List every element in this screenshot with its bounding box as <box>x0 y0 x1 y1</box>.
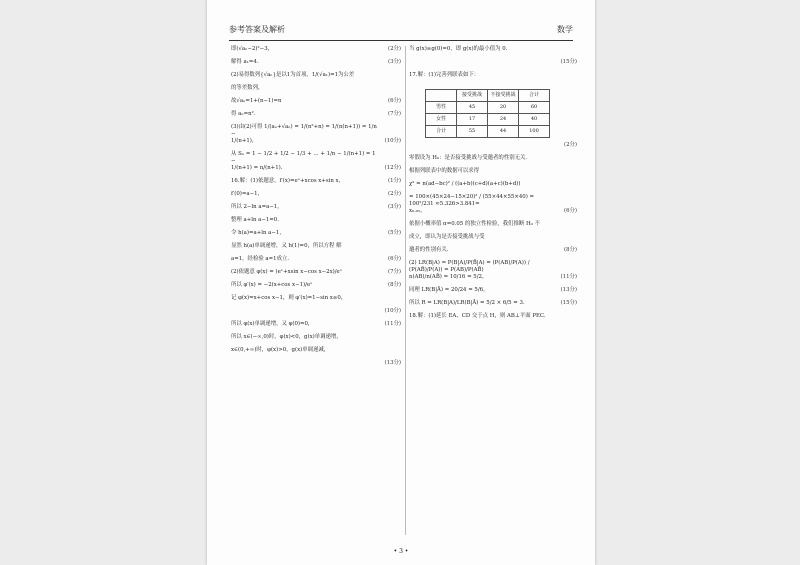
solution-text: 零假设为 H₀：是否接受挑战与受邀者的性别无关. <box>409 155 528 161</box>
solution-line <box>231 72 401 85</box>
score-mark: (8分) <box>563 247 577 253</box>
solution-text: 依据小概率值 α=0.05 的独立性检验，我们推断 H₀ 不 <box>409 221 540 227</box>
solution-line <box>231 124 401 138</box>
solution-line <box>409 287 577 300</box>
solution-line <box>409 155 577 168</box>
solution-line <box>231 334 401 347</box>
solution-text: 解得 a₁=4. <box>231 59 259 65</box>
table-cell: 24 <box>488 114 519 126</box>
solution-text: n(AB)/n(AB̄) = 10/16 = 5/2， <box>409 274 488 280</box>
solution-line <box>409 221 577 234</box>
column-divider <box>405 46 406 535</box>
score-mark: (11分) <box>560 274 577 280</box>
left-column <box>231 46 401 535</box>
solution-line <box>409 274 577 287</box>
solution-line <box>409 72 577 85</box>
solution-text: = 100×(45×24−15×20)² / (55×44×55×40) = 100²/231 ≈5.326>3.841= <box>409 194 535 207</box>
score-mark: (10分) <box>384 308 401 314</box>
table-cell: 男性 <box>426 102 457 114</box>
score-mark: (3分) <box>387 204 401 210</box>
solution-text: 的等差数列， <box>231 85 264 91</box>
solution-line <box>231 347 401 360</box>
solution-line <box>231 269 401 282</box>
solution-line <box>231 256 401 269</box>
score-mark: (10分) <box>384 138 401 144</box>
solution-text: 所以 φ(x)单调递增，又 φ(0)=0， <box>231 321 314 327</box>
solution-line <box>231 85 401 98</box>
score-mark: (13分) <box>560 287 577 293</box>
score-mark: (1分) <box>387 178 401 184</box>
solution-line <box>409 300 577 313</box>
header-title: 参考答案及解析 <box>229 25 285 34</box>
solution-text: 所以 φ′(x) = −2(x+cos x−1)/eˣ <box>231 282 313 288</box>
solution-text: 当 g(x)≥g(0)=0，即 g(x)的最小值为 0. <box>409 46 508 52</box>
solution-text: a=1，经检验 a=1成立. <box>231 256 290 262</box>
solution-line <box>231 243 401 256</box>
score-mark: (5分) <box>387 230 401 236</box>
score-mark: (2分) <box>563 142 577 148</box>
solution-text: 整理 a+ln a−1=0. <box>231 217 279 223</box>
solution-line <box>409 234 577 247</box>
table-cell: 55 <box>457 126 488 138</box>
solution-text: 从 Sₙ = 1 − 1/2 + 1/2 − 1/3 + … + 1/n − 1/(n+1) = 1 − <box>231 151 376 164</box>
contingency-table <box>425 89 550 138</box>
solution-text: 16.解：(1)依题意，f′(x)=eˣ+xcos x+sin x， <box>231 178 344 184</box>
solution-line <box>231 59 401 72</box>
solution-line <box>231 178 401 191</box>
table-row <box>426 126 550 138</box>
table-cell: 接受挑战 <box>457 90 488 102</box>
table-row <box>426 102 550 114</box>
solution-line <box>409 260 577 274</box>
solution-text: 17.解：(1)完善列联表如下： <box>409 72 480 78</box>
solution-text: 记 φ(x)=x+cos x−1，则 φ′(x)=1−sin x≥0， <box>231 295 347 301</box>
solution-text: 邀者的性别有关. <box>409 247 449 253</box>
solution-text: 显然 h(a)单调递增，又 h(1)=0，所以方程 解 <box>231 243 342 249</box>
solution-text: 令 h(a)=a+ln a−1， <box>231 230 285 236</box>
solution-text: x∈(0,+∞)时，φ(x)>0，g(x)单调递减， <box>231 347 330 353</box>
solution-line <box>231 230 401 243</box>
table-cell: 44 <box>488 126 519 138</box>
score-mark: (2分) <box>387 191 401 197</box>
solution-line <box>409 313 577 326</box>
solution-line <box>231 295 401 308</box>
table-cell: 40 <box>519 114 550 126</box>
solution-line <box>231 138 401 151</box>
solution-text: x₀.₀₅， <box>409 208 426 214</box>
table-row <box>426 90 550 102</box>
solution-line <box>231 360 401 373</box>
score-mark: (15分) <box>560 59 577 65</box>
solution-text: f′(0)=a−1， <box>231 191 263 197</box>
solution-text: 所以 R = LR(B|A)/LR(B|Ā) = 5/2 × 6/5 = 3. <box>409 300 525 306</box>
table-row <box>426 114 550 126</box>
solution-line <box>409 46 577 59</box>
solution-text: 成立，即认为是否接受挑战与受 <box>409 234 485 240</box>
solution-line <box>231 46 401 59</box>
right-column <box>409 46 577 535</box>
solution-text: 所以 2−ln a=a−1， <box>231 204 283 210</box>
solution-line <box>231 191 401 204</box>
score-mark: (15分) <box>560 300 577 306</box>
table-cell: 17 <box>457 114 488 126</box>
table-cell: 合计 <box>426 126 457 138</box>
solution-text: 得 aₙ=n². <box>231 111 256 117</box>
solution-text: (2)依题意 φ(x) = (eˣ+xsin x−cos x−2x)/eˣ <box>231 269 343 275</box>
solution-text: 同理 LR(B|Ā) = 20/24 = 5/6， <box>409 287 489 293</box>
table-score-line <box>409 142 577 155</box>
score-mark: (2分) <box>387 46 401 52</box>
table-cell: 女性 <box>426 114 457 126</box>
solution-text: 故√aₙ=1+(n−1)=n <box>231 98 282 104</box>
solution-text: 1/(n+1) = n/(n+1). <box>231 165 283 171</box>
score-mark: (8分) <box>387 282 401 288</box>
score-mark: (11分) <box>384 321 401 327</box>
solution-line <box>231 151 401 165</box>
solution-line <box>409 194 577 208</box>
solution-line <box>409 168 577 181</box>
solution-text: 根据列联表中的数据可以求得 <box>409 168 480 174</box>
score-mark: (6分) <box>563 208 577 214</box>
solution-text: 18.解：(1)延长 EA、CD 交于点 H，则 AB⊥平面 PEC. <box>409 313 546 319</box>
solution-line <box>231 217 401 230</box>
table-cell: 20 <box>488 102 519 114</box>
score-mark: (6分) <box>387 256 401 262</box>
solution-line <box>409 59 577 72</box>
solution-line <box>231 111 401 124</box>
solution-text: 所以 x∈(−∞,0)时，φ(x)<0，g(x)单调递增， <box>231 334 342 340</box>
page-header <box>229 18 573 41</box>
score-mark: (7分) <box>387 111 401 117</box>
solution-line <box>409 208 577 221</box>
table-cell: 45 <box>457 102 488 114</box>
table-cell: 不接受挑战 <box>488 90 519 102</box>
solution-line <box>231 308 401 321</box>
solution-text: (3)由(2)可得 1/(aₙ+√aₙ) = 1/(n²+n) = 1/(n(n+1)) = 1/n − <box>231 124 377 137</box>
answer-sheet-page <box>207 0 595 565</box>
solution-text: 即(√aₙ−2)²−3， <box>231 46 274 52</box>
score-mark: (7分) <box>387 269 401 275</box>
solution-line <box>231 282 401 295</box>
table-cell: 100 <box>519 126 550 138</box>
table-cell <box>426 90 457 102</box>
table-cell: 合计 <box>519 90 550 102</box>
solution-line <box>231 165 401 178</box>
solution-text: (2)易得数列{√aₙ}是以1为首项，1/(√a₁)=1为公差 <box>231 72 355 78</box>
table-cell: 60 <box>519 102 550 114</box>
score-mark: (3分) <box>387 59 401 65</box>
solution-text: (2) LR(B|A) = P(B|A)/P(B̄|A) = (P(AB)/P(A)) / (P(AB̄)/P(A)) = P(AB)/P(AB̄) <box>409 260 530 273</box>
solution-text: 1/(n+1)， <box>231 138 258 144</box>
score-mark: (12分) <box>384 165 401 171</box>
solution-line <box>409 247 577 260</box>
score-mark: (6分) <box>387 98 401 104</box>
solution-text: χ² = n(ad−bc)² / ((a+b)(c+d)(a+c)(b+d)) <box>409 181 521 187</box>
solution-line <box>231 98 401 111</box>
solution-line <box>231 204 401 217</box>
score-mark: (13分) <box>384 360 401 366</box>
solution-line <box>409 181 577 194</box>
header-subject: 数学 <box>557 25 573 34</box>
solution-line <box>231 321 401 334</box>
page-number: • 3 • <box>393 548 409 555</box>
